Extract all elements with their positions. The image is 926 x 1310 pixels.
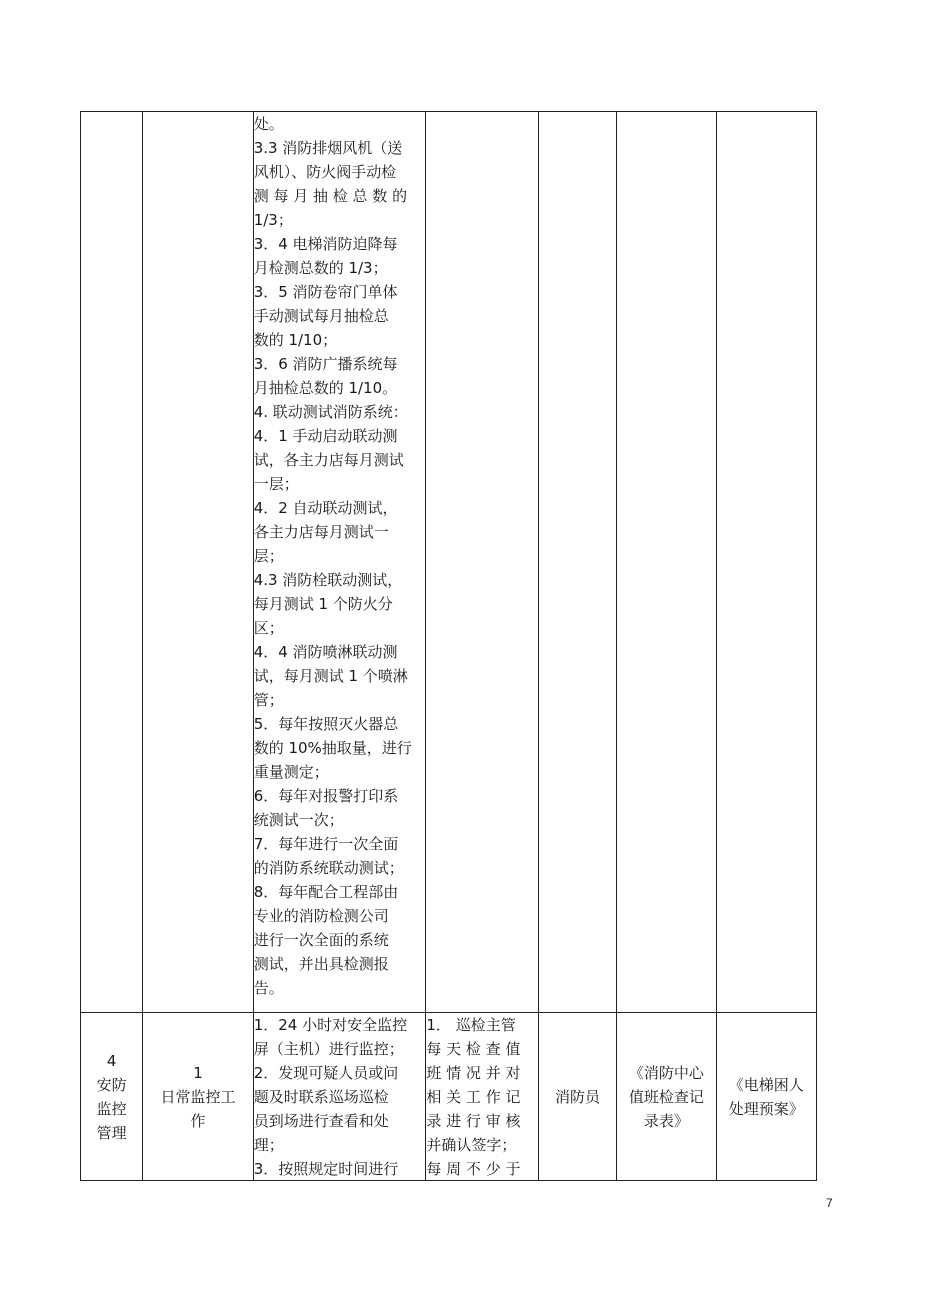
inspection-line: 每 周 不 少 于 <box>426 1160 521 1178</box>
content-line: 员到场进行查看和处 <box>253 1112 389 1130</box>
content-line: 一层； <box>253 475 299 493</box>
content-line: 区； <box>253 619 284 637</box>
item-cell <box>143 112 253 1013</box>
content-line: 统测试一次； <box>253 811 344 829</box>
content-line: 4. 联动测试消防系统： <box>253 403 408 421</box>
content-line: 题及时联系巡场巡检 <box>253 1088 389 1106</box>
responsible-cell <box>538 112 616 1013</box>
inspection-line: 班 情 况 并 对 <box>426 1064 521 1082</box>
responsible-role: 消防员 <box>554 1087 600 1106</box>
plan-cell <box>716 1013 816 1181</box>
content-line: 层； <box>253 547 284 565</box>
content-line: 专业的消防检测公司 <box>253 907 389 925</box>
plan-text: 处理预案》 <box>728 1099 804 1118</box>
page-number: 7 <box>826 1196 833 1210</box>
content-line: 4．4 消防喷淋联动测 <box>253 643 398 661</box>
plan-text: 《电梯困人 <box>728 1075 804 1094</box>
inspection-line: 并确认签字； <box>426 1136 517 1154</box>
record-form-text: 值班检查记 <box>628 1087 704 1106</box>
category-cell <box>81 1013 143 1181</box>
item-cell <box>143 1013 253 1181</box>
content-line: 数的 10%抽取量，进行 <box>253 739 412 757</box>
record-form-text: 《消防中心 <box>628 1063 704 1082</box>
record-form-text: 录表》 <box>643 1111 689 1130</box>
content-line: 测 每 月 抽 检 总 数 的 <box>253 187 408 205</box>
content-line: 1．24 小时对安全监控 <box>253 1016 408 1034</box>
category-text: 安防 <box>96 1075 127 1094</box>
record-cell <box>617 1013 716 1181</box>
inspection-line: 录 进 行 审 核 <box>426 1112 521 1130</box>
content-line: 月抽检总数的 1/10。 <box>253 379 398 397</box>
content-line: 4．2 自动联动测试， <box>253 499 398 517</box>
content-line: 3.3 消防排烟风机（送 <box>253 139 403 157</box>
inspection-line: 1． 巡检主管 <box>426 1016 516 1034</box>
content-line: 4．1 手动启动联动测 <box>253 427 398 445</box>
content-line: 告。 <box>253 979 284 997</box>
content-line: 各主力店每月测试一 <box>253 523 389 541</box>
content-line: 处。 <box>253 115 284 133</box>
content-line: 7．每年进行一次全面 <box>253 835 399 853</box>
content-line: 8．每年配合工程部由 <box>253 883 399 901</box>
procedure-table <box>80 111 817 1181</box>
content-line: 进行一次全面的系统 <box>253 931 389 949</box>
plan-cell <box>716 112 816 1013</box>
content-line: 试，各主力店每月测试 <box>253 451 404 469</box>
content-line: 管； <box>253 691 284 709</box>
table-row <box>81 112 817 1013</box>
item-number: 1 <box>193 1063 203 1082</box>
inspection-line: 每 天 检 查 值 <box>426 1040 521 1058</box>
responsible-cell <box>538 1013 616 1181</box>
content-line: 每月测试 1 个防火分 <box>253 595 393 613</box>
category-number: 4 <box>106 1051 117 1070</box>
content-line: 3．6 消防广播系统每 <box>253 355 398 373</box>
content-cell <box>253 1013 426 1181</box>
category-cell <box>81 112 143 1013</box>
content-line: 6．每年对报警打印系 <box>253 787 399 805</box>
inspection-line: 相 关 工 作 记 <box>426 1088 521 1106</box>
category-text: 监控 <box>96 1099 127 1118</box>
inspection-cell <box>426 112 538 1013</box>
content-line: 3．5 消防卷帘门单体 <box>253 283 398 301</box>
content-line: 数的 1/10； <box>253 331 338 349</box>
content-line: 测试，并出具检测报 <box>253 955 389 973</box>
content-line: 4.3 消防栓联动测试， <box>253 571 403 589</box>
table-row <box>81 1013 817 1181</box>
content-line: 1/3； <box>253 211 293 229</box>
content-line: 的消防系统联动测试； <box>253 859 404 877</box>
content-line: 5．每年按照灭火器总 <box>253 715 399 733</box>
item-text: 日常监控工 <box>160 1087 236 1106</box>
content-cell <box>253 112 426 1013</box>
category-text: 管理 <box>96 1123 127 1142</box>
content-line: 风机）、防火阀手动检 <box>253 163 397 181</box>
content-line: 手动测试每月抽检总 <box>253 307 389 325</box>
record-cell <box>617 112 716 1013</box>
content-line: 重量测定； <box>253 763 329 781</box>
content-lines <box>254 112 426 1000</box>
content-line: 3．按照规定时间进行 <box>253 1160 399 1178</box>
content-line: 试，每月测试 1 个喷淋 <box>253 667 408 685</box>
inspection-cell <box>426 1013 538 1181</box>
content-line: 屏（主机）进行监控； <box>253 1040 404 1058</box>
content-line: 3．4 电梯消防迫降每 <box>253 235 398 253</box>
content-line: 月检测总数的 1/3； <box>253 259 388 277</box>
content-line: 2．发现可疑人员或问 <box>253 1064 399 1082</box>
content-line: 理； <box>253 1136 284 1154</box>
item-text: 作 <box>190 1111 206 1130</box>
